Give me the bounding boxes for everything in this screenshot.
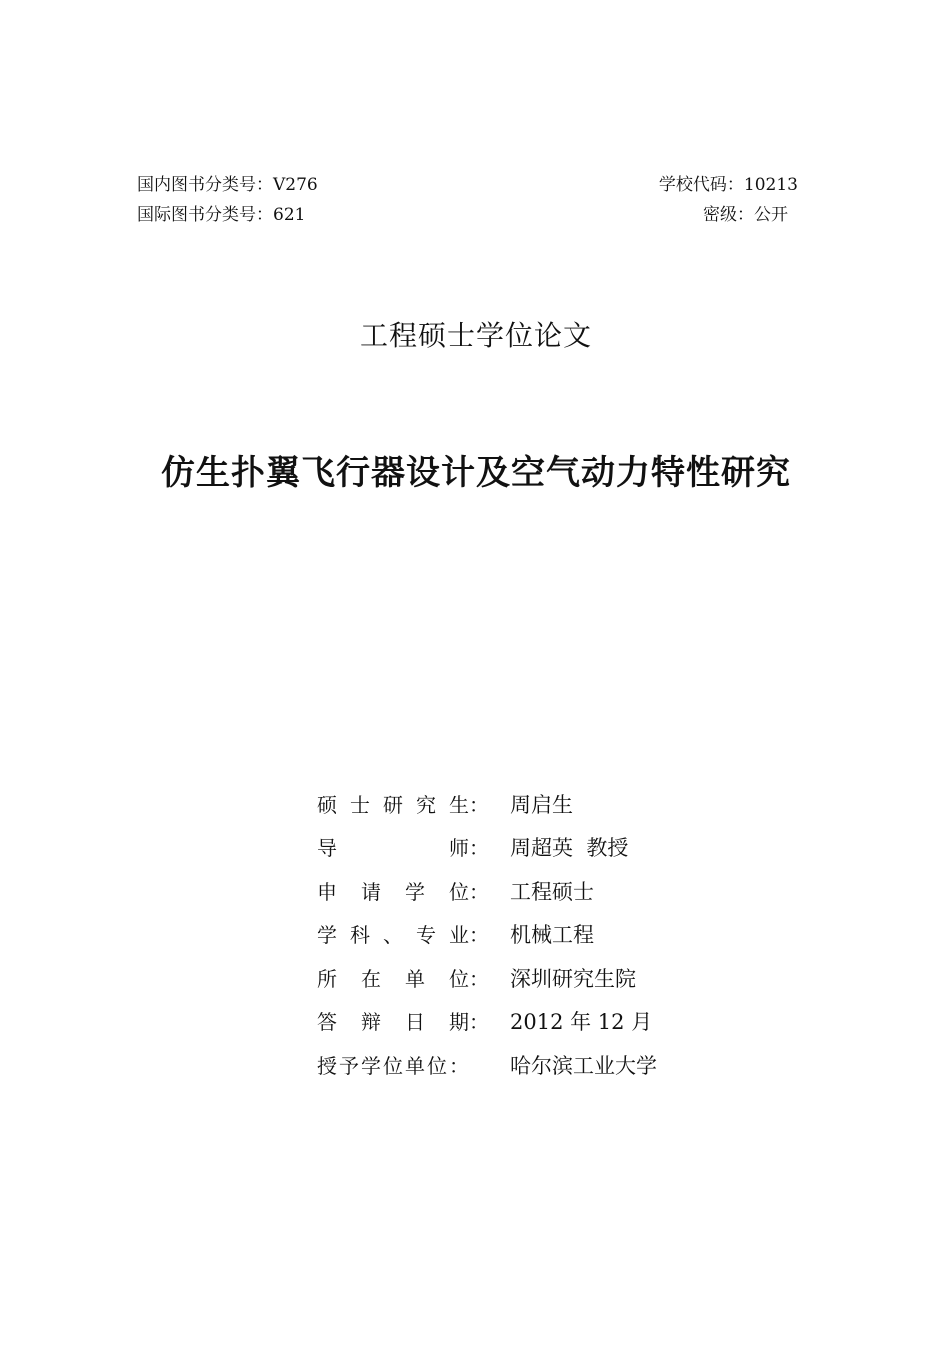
info-label-student: 硕 士 研 究 生： xyxy=(317,792,489,817)
school-code: 学校代码：10213 xyxy=(658,175,798,195)
security-level: 密级：公开 xyxy=(703,205,788,225)
info-row-student xyxy=(317,783,657,827)
info-label-advisor: 导 师： xyxy=(317,836,489,861)
degree-type-heading: 工程硕士学位论文 xyxy=(359,319,592,352)
info-value-student: 周启生 xyxy=(510,792,573,817)
info-value-advisor: 周超英 教授 xyxy=(510,836,629,861)
domestic-classification: 国内图书分类号：V276 xyxy=(137,175,318,195)
info-value-granting-institution: 哈尔滨工业大学 xyxy=(510,1053,657,1078)
info-label-institution: 所 在 单 位： xyxy=(317,966,489,991)
info-label-discipline: 学 科 、 专 业： xyxy=(317,923,489,948)
info-value-degree: 工程硕士 xyxy=(510,879,594,904)
info-value-institution: 深圳研究生院 xyxy=(510,966,636,991)
international-classification: 国际图书分类号：621 xyxy=(137,205,306,225)
info-row-institution xyxy=(317,957,657,1001)
author-info-table xyxy=(317,783,657,1088)
info-row-granting-institution xyxy=(317,1044,657,1088)
info-label-defense-date: 答 辩 日 期： xyxy=(317,1010,489,1035)
info-label-granting-institution: 授予学位单位： xyxy=(317,1053,471,1078)
info-row-discipline xyxy=(317,914,657,958)
info-value-discipline: 机械工程 xyxy=(510,923,594,948)
info-row-defense-date xyxy=(317,1001,657,1045)
info-value-defense-date: 2012 年 12 月 xyxy=(510,1010,653,1035)
info-row-degree xyxy=(317,870,657,914)
info-row-advisor xyxy=(317,827,657,871)
info-label-degree: 申 请 学 位： xyxy=(317,879,489,904)
thesis-title: 仿生扑翼飞行器设计及空气动力特性研究 xyxy=(161,453,791,493)
